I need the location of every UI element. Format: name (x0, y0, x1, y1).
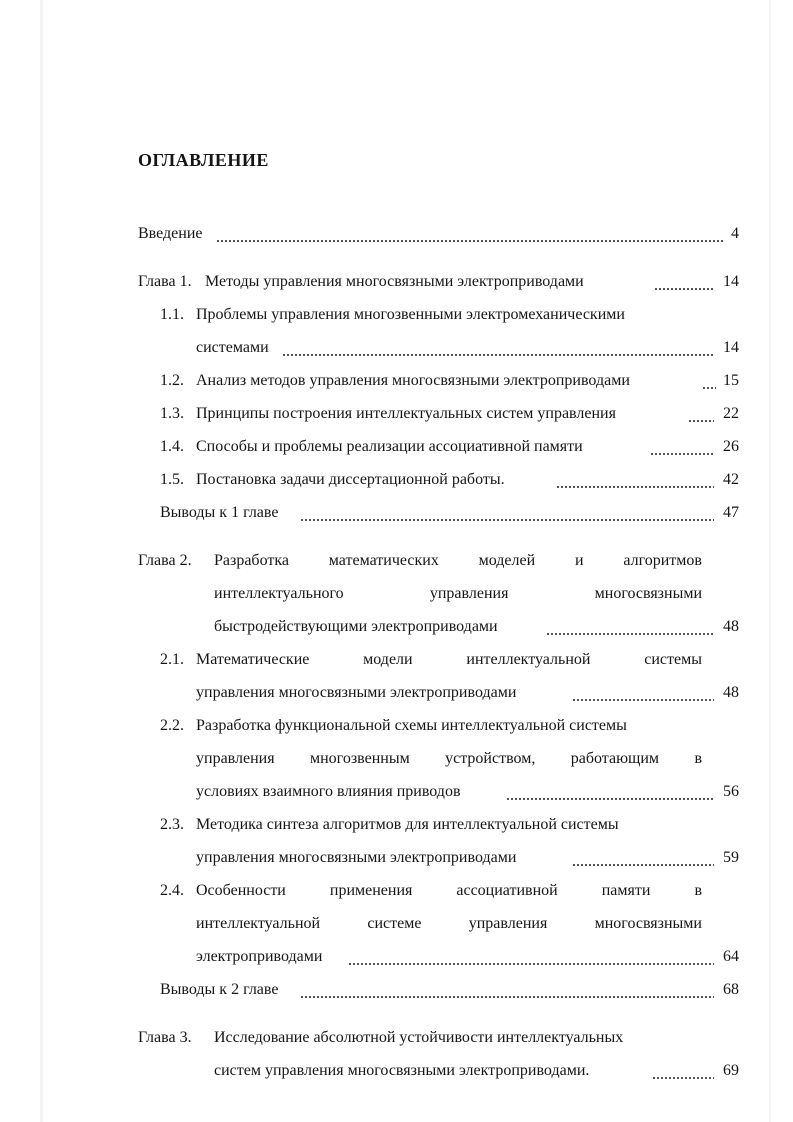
word: управления (429, 585, 509, 602)
dot-leader (546, 615, 714, 639)
section-title: Анализ методов управления многосвязными электроприводами (196, 372, 630, 389)
section-title: Разработка функциональной схемы интеллектуальной системы (196, 717, 627, 734)
word: работающим (570, 750, 660, 767)
toc-label: Введение (138, 225, 203, 242)
word: модели (363, 651, 413, 668)
section-title-cont (196, 912, 702, 936)
word: Особенности (196, 882, 286, 899)
section-title: Методика синтеза алгоритмов для интеллектуальной системы (196, 816, 619, 833)
toc-section-2-3 (0, 813, 793, 837)
page-number: 48 (723, 684, 739, 701)
toc-section-1-4 (0, 435, 793, 459)
toc-label: Выводы к 2 главе (160, 981, 279, 998)
word: многосвязными (594, 585, 702, 602)
section-title: Проблемы управления многозвенными электромеханическими (196, 306, 625, 323)
word: математических (328, 552, 439, 569)
word: интеллектуальной (196, 915, 321, 932)
page-number: 4 (731, 225, 739, 242)
page-number: 47 (723, 504, 739, 521)
dot-leader (300, 501, 714, 525)
dot-leader (572, 681, 714, 705)
word: памяти (601, 882, 651, 899)
word: системы (644, 651, 702, 668)
section-number: 2.3. (160, 816, 184, 833)
section-title-cont: управления многосвязными электроприводами (196, 684, 517, 701)
toc-conclusion-1 (0, 501, 793, 525)
dot-leader (688, 402, 714, 426)
section-title: Способы и проблемы реализации ассоциативной памяти (196, 438, 583, 455)
word: Разработка (214, 552, 289, 569)
section-number: 2.1. (160, 651, 184, 668)
page-number: 68 (723, 981, 739, 998)
toc-conclusion-2 (0, 978, 793, 1002)
chapter-title: Исследование абсолютной устойчивости интеллектуальных (214, 1029, 624, 1046)
section-number: 2.4. (160, 882, 184, 899)
toc-section-2-1-cont (0, 681, 793, 705)
page-number: 42 (723, 471, 739, 488)
word: системе (367, 915, 422, 932)
section-number: 2.2. (160, 717, 184, 734)
toc-section-1-1-cont (0, 336, 793, 360)
word: интеллектуальной (466, 651, 591, 668)
section-number: 1.1. (160, 306, 184, 323)
word: многозвенным (309, 750, 410, 767)
section-title (196, 648, 702, 672)
word: ассоциативной (456, 882, 558, 899)
word: управления (196, 750, 275, 767)
word: применения (329, 882, 413, 899)
toc-label: Выводы к 1 главе (160, 504, 279, 521)
word: и (574, 552, 584, 569)
section-title: Постановка задачи диссертационной работы. (196, 471, 505, 488)
section-title: Принципы построения интеллектуальных систем управления (196, 405, 616, 422)
page-title: ОГЛАВЛЕНИЕ (138, 150, 269, 170)
toc-section-1-1 (0, 303, 793, 327)
toc-chapter-2-end (0, 615, 793, 639)
page-number: 69 (723, 1062, 739, 1079)
page-number: 59 (723, 849, 739, 866)
dot-leader (348, 945, 714, 969)
chapter-title-cont: систем управления многосвязными электроприводами. (214, 1062, 590, 1079)
section-number: 1.2. (160, 372, 184, 389)
section-title-cont: управления многосвязными электроприводами (196, 849, 517, 866)
toc-section-2-2-cont (0, 747, 793, 771)
toc-section-2-4-end (0, 945, 793, 969)
toc-entry-intro (0, 222, 793, 246)
dot-leader (654, 270, 714, 294)
toc-section-1-5 (0, 468, 793, 492)
word: в (694, 882, 702, 899)
word: интеллектуального (214, 585, 344, 602)
word: управления (468, 915, 548, 932)
page-number: 14 (723, 273, 739, 290)
dot-leader (282, 336, 714, 360)
dot-leader (506, 780, 714, 804)
page-number: 15 (723, 372, 739, 389)
page-number: 64 (723, 948, 739, 965)
toc-chapter-3 (0, 1026, 793, 1050)
dot-leader (652, 1059, 714, 1083)
dot-leader (650, 435, 714, 459)
toc-section-1-2 (0, 369, 793, 393)
word: в (694, 750, 702, 767)
word: многосвязными (594, 915, 702, 932)
section-number: 1.4. (160, 438, 184, 455)
dot-leader (702, 369, 716, 393)
toc-section-2-1 (0, 648, 793, 672)
page-number: 26 (723, 438, 739, 455)
toc-chapter-2 (0, 549, 793, 573)
toc-chapter-1 (0, 270, 793, 294)
section-title-cont: электроприводами (196, 948, 323, 965)
toc-section-2-4 (0, 879, 793, 903)
chapter-number: Глава 1. (138, 273, 192, 290)
word: алгоритмов (623, 552, 702, 569)
section-title-cont (196, 747, 702, 771)
chapter-title-cont: быстродействующими электроприводами (214, 618, 498, 635)
dot-leader (556, 468, 714, 492)
section-number: 1.3. (160, 405, 184, 422)
dot-leader (300, 978, 714, 1002)
toc-chapter-2-cont (0, 582, 793, 606)
word: устройством, (445, 750, 536, 767)
toc-section-2-2-end (0, 780, 793, 804)
chapter-title-cont (214, 582, 702, 606)
dot-leader (216, 222, 724, 246)
section-title-cont: условиях взаимного влияния приводов (196, 783, 461, 800)
page-number: 56 (723, 783, 739, 800)
section-number: 1.5. (160, 471, 184, 488)
section-title (196, 879, 702, 903)
word: Математические (196, 651, 310, 668)
toc-section-2-3-cont (0, 846, 793, 870)
toc-section-2-4-cont (0, 912, 793, 936)
toc-section-1-3 (0, 402, 793, 426)
page-number: 14 (723, 339, 739, 356)
toc-chapter-3-cont (0, 1059, 793, 1083)
chapter-number: Глава 3. (138, 1029, 192, 1046)
word: моделей (478, 552, 536, 569)
page-number: 22 (723, 405, 739, 422)
dot-leader (572, 846, 714, 870)
page-number: 48 (723, 618, 739, 635)
chapter-number: Глава 2. (138, 552, 192, 569)
chapter-title: Методы управления многосвязными электроприводами (205, 273, 584, 290)
section-title-cont: системами (196, 339, 269, 356)
chapter-title (214, 549, 702, 573)
toc-section-2-2 (0, 714, 793, 738)
